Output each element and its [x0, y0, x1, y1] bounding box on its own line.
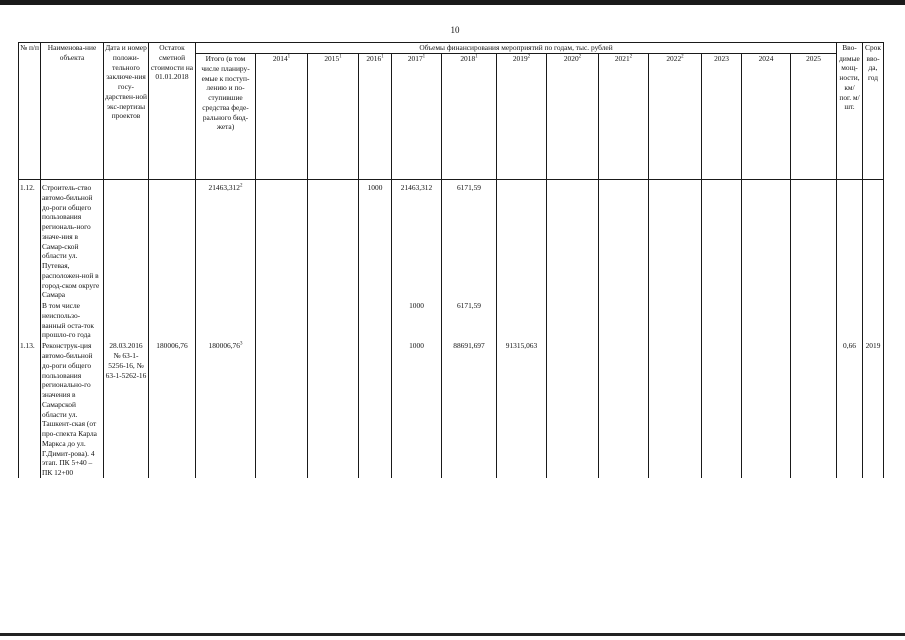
header-year-2019: 2019$^2$: [497, 54, 547, 180]
header-capacity-top: Вво-: [837, 43, 863, 54]
year-2023-value: [702, 340, 742, 478]
year-2018-value: 6171,59: [442, 180, 497, 301]
year-2015-value: [308, 180, 359, 301]
year-2024-value: [742, 300, 791, 340]
row-number: [19, 300, 41, 340]
year-2021-value: [599, 180, 649, 301]
year-2020-value: [547, 300, 599, 340]
year-2022-value: [649, 340, 702, 478]
year-2024-value: [742, 340, 791, 478]
header-year-2021: 2021$^2$: [599, 54, 649, 180]
object-name: В том числе неиспользо-ванный оста-ток прошло-го года: [41, 300, 104, 340]
header-total: Итого (в том числе планиру-емые к поступ-лению и по-ступившие средства феде-рального бюд-жета): [196, 54, 256, 180]
year-2017-value: 1000: [392, 340, 442, 478]
term-value: [863, 180, 884, 301]
header-year-2022: 2022$^2$: [649, 54, 702, 180]
year-2016-value: [359, 300, 392, 340]
total-value: [196, 300, 256, 340]
year-2025-value: [791, 300, 837, 340]
year-2021-value: [599, 340, 649, 478]
expertise-date: [104, 300, 149, 340]
object-name: Строитель-ство автомо-бильной до-роги общего пользования региональ-ного значе-ния в Самар-ской области ул. Путевая, расположен-ной в город-ском округе Самара: [41, 180, 104, 301]
year-2025-value: [791, 180, 837, 301]
total-value: 21463,312$^2$: [196, 180, 256, 301]
year-2019-value: [497, 300, 547, 340]
header-year-2016: 2016$^1$: [359, 54, 392, 180]
header-capacity: димые мощ-ности, км/ пог. м/шт.: [837, 54, 863, 180]
year-2016-value: 1000: [359, 180, 392, 301]
remainder-value: [149, 180, 196, 301]
header-remainder: Остаток сметной стоимости на 01.01.2018: [149, 43, 196, 180]
year-2017-value: 21463,312: [392, 180, 442, 301]
year-2019-value: 91315,063: [497, 340, 547, 478]
year-2018-value: 88691,697: [442, 340, 497, 478]
bottom-page-rule: [0, 633, 905, 636]
year-2019-value: [497, 180, 547, 301]
header-name: Наименова-ние объекта: [41, 43, 104, 180]
financing-table: [18, 42, 884, 478]
year-2017-value: 1000: [392, 300, 442, 340]
object-name: Реконструк-ция автомо-бильной до-роги общего пользования регионально-го значения в Самарской области ул. Ташкент-ская (от про-спекта Карла Маркса до ул. Г.Димит-рова). 4 этап. ПК 5+40 – ПК 12+00: [41, 340, 104, 478]
table-row: [19, 300, 884, 340]
year-2025-value: [791, 340, 837, 478]
header-date: Дата и номер положи-тельного заключе-ния госу-дарствен-ной экс-пертизы проектов: [104, 43, 149, 180]
total-value: 180006,76$^3$: [196, 340, 256, 478]
row-number: 1.12.: [19, 180, 41, 301]
row-number: 1.13.: [19, 340, 41, 478]
year-2020-value: [547, 340, 599, 478]
year-2015-value: [308, 340, 359, 478]
capacity-value: [837, 300, 863, 340]
year-2018-value: 6171,59: [442, 300, 497, 340]
year-2014-value: [256, 340, 308, 478]
year-2022-value: [649, 300, 702, 340]
expertise-date: 28.03.2016 № 63-1-5256-16, № 63-1-5262-16: [104, 340, 149, 478]
year-2023-value: [702, 180, 742, 301]
header-year-2025: 2025: [791, 54, 837, 180]
capacity-value: 0,66: [837, 340, 863, 478]
header-year-2017: 2017$^1$: [392, 54, 442, 180]
capacity-value: [837, 180, 863, 301]
header-term-top: Срок: [863, 43, 884, 54]
header-year-2014: 2014$^1$: [256, 54, 308, 180]
year-2016-value: [359, 340, 392, 478]
remainder-value: [149, 300, 196, 340]
table-row: [19, 180, 884, 301]
term-value: [863, 300, 884, 340]
year-2020-value: [547, 180, 599, 301]
expertise-date: [104, 180, 149, 301]
year-2021-value: [599, 300, 649, 340]
year-2023-value: [702, 300, 742, 340]
top-page-rule: [0, 0, 905, 5]
header-term: вво-да, год: [863, 54, 884, 180]
remainder-value: 180006,76: [149, 340, 196, 478]
page-number: 10: [450, 25, 460, 35]
header-year-2023: 2023: [702, 54, 742, 180]
header-year-2015: 2015$^1$: [308, 54, 359, 180]
header-year-2024: 2024: [742, 54, 791, 180]
term-value: 2019: [863, 340, 884, 478]
year-2022-value: [649, 180, 702, 301]
header-year-2018: 2018$^1$: [442, 54, 497, 180]
year-2014-value: [256, 300, 308, 340]
year-2014-value: [256, 180, 308, 301]
header-financing-group: Объемы финансирования мероприятий по годам, тыс. рублей: [196, 43, 837, 54]
year-2024-value: [742, 180, 791, 301]
header-year-2020: 2020$^2$: [547, 54, 599, 180]
header-no: № п/п: [19, 43, 41, 180]
table-row: [19, 340, 884, 478]
year-2015-value: [308, 300, 359, 340]
